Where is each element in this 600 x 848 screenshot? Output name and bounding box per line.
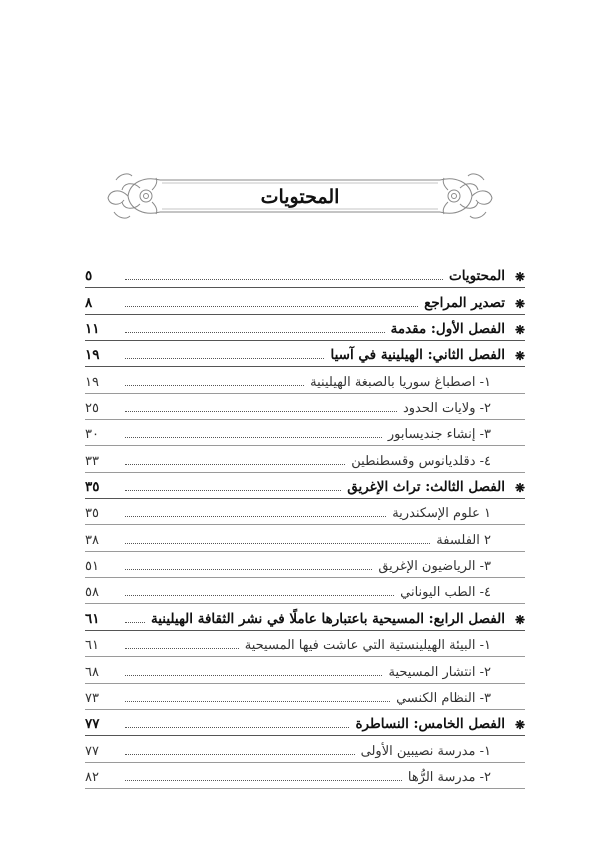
toc-entry[interactable] [85,736,525,762]
bullet-star-icon: ❋ [514,296,525,311]
toc-entry-page: ١٩ [85,374,99,390]
toc-entry[interactable] [85,341,525,367]
bullet-star-icon: ❋ [514,270,525,285]
leader-dots [125,436,382,438]
toc-entry-page: ٣٥ [85,506,99,522]
toc-entry[interactable] [85,552,525,578]
toc-entry-page: ٧٧ [85,716,100,733]
leader-dots [125,647,239,649]
toc-entry[interactable] [85,763,525,789]
toc-entry-page: ٥١ [85,559,99,575]
bullet-star-icon: ❋ [514,323,525,338]
leader-dots [125,515,386,517]
toc-entry-title: ٢- ولايات الحدود [402,401,491,417]
page-title: المحتويات [260,186,340,208]
leader-dots [125,278,443,280]
toc-entry[interactable] [85,631,525,657]
toc-entry-title: الفصل الثاني: الهيلينية في آسيا [330,347,505,364]
toc-entry[interactable] [85,288,525,314]
toc-entry-title: الفصل الأول: مقدمة [390,321,505,338]
leader-dots [125,331,385,333]
toc-entry-title: ٢- انتشار المسيحية [388,664,491,680]
leader-dots [125,779,402,781]
toc-entry-page: ٣٨ [85,532,99,548]
toc-entry-title: ١- اصطباغ سوريا بالصبغة الهيلينية [310,374,491,390]
toc-entry[interactable] [85,394,525,420]
leader-dots [125,305,418,307]
toc-entry-page: ٦١ [85,638,99,654]
toc-entry-page: ٦١ [85,610,100,627]
toc-entry-title: ١- البيئة الهيلينستية التي عاشت فيها المسيحية [244,638,491,654]
leader-dots [125,410,397,412]
toc-entry-page: ٣٥ [85,479,100,496]
leader-dots [125,674,382,676]
toc-entry[interactable] [85,420,525,446]
toc-entry-page: ١٩ [85,347,100,364]
toc-entry[interactable] [85,657,525,683]
leader-dots [125,463,345,465]
leader-dots [125,357,324,359]
toc-entry-page: ٨ [85,294,93,311]
header-banner [100,168,500,228]
toc-entry[interactable] [85,367,525,393]
bullet-star-icon: ❋ [514,349,525,364]
leader-dots [125,568,372,570]
toc-entry-title: ٢ الفلسفة [436,532,491,548]
toc-entry[interactable] [85,710,525,736]
toc-entry-page: ٨٢ [85,769,99,785]
leader-dots [125,384,304,386]
toc-entry[interactable] [85,262,525,288]
toc-entry-page: ١١ [85,321,100,338]
toc-entry-title: ١- مدرسة نصيبين الأولى [360,743,491,759]
leader-dots [125,753,355,755]
table-of-contents [85,262,525,789]
bullet-star-icon: ❋ [514,718,525,733]
leader-dots [125,700,390,702]
leader-dots [125,726,349,728]
bullet-star-icon: ❋ [514,612,525,627]
leader-dots [125,542,430,544]
toc-entry-title: ٣- الرياضيون الإغريق [378,559,491,575]
toc-entry-title: الفصل الخامس: النساطرة [355,716,505,733]
toc-entry[interactable] [85,446,525,472]
leader-dots [125,594,394,596]
toc-entry-title: المحتويات [448,268,505,285]
toc-entry[interactable] [85,525,525,551]
toc-entry-page: ٣٣ [85,453,99,469]
toc-entry-title: ٣- النظام الكنسي [396,690,491,706]
toc-entry[interactable] [85,578,525,604]
toc-entry[interactable] [85,499,525,525]
toc-entry-title: ١ علوم الإسكندرية [392,506,491,522]
leader-dots [125,489,341,491]
toc-entry-title: الفصل الرابع: المسيحية باعتبارها عاملًا في نشر الثقافة الهيلينية [150,610,505,627]
toc-entry-page: ٥ [85,268,93,285]
toc-entry[interactable] [85,604,525,630]
toc-entry[interactable] [85,473,525,499]
toc-entry-title: ٢- مدرسة الرُّها [407,769,491,785]
toc-entry-title: الفصل الثالث: تراث الإغريق [347,479,505,496]
toc-entry-title: ٤- الطب اليوناني [400,585,491,601]
toc-entry-page: ٧٧ [85,743,99,759]
toc-entry-page: ٣٠ [85,427,99,443]
toc-entry-page: ٢٥ [85,401,99,417]
toc-entry-page: ٦٨ [85,664,99,680]
toc-entry[interactable] [85,684,525,710]
toc-entry-title: تصدير المراجع [424,294,505,311]
toc-entry-page: ٥٨ [85,585,99,601]
leader-dots [125,621,145,623]
toc-entry-title: ٣- إنشاء جنديسابور [387,427,491,443]
toc-entry-page: ٧٣ [85,690,99,706]
toc-entry-title: ٤- دقلديانوس وقسطنطين [351,453,491,469]
bullet-star-icon: ❋ [514,481,525,496]
toc-entry[interactable] [85,315,525,341]
